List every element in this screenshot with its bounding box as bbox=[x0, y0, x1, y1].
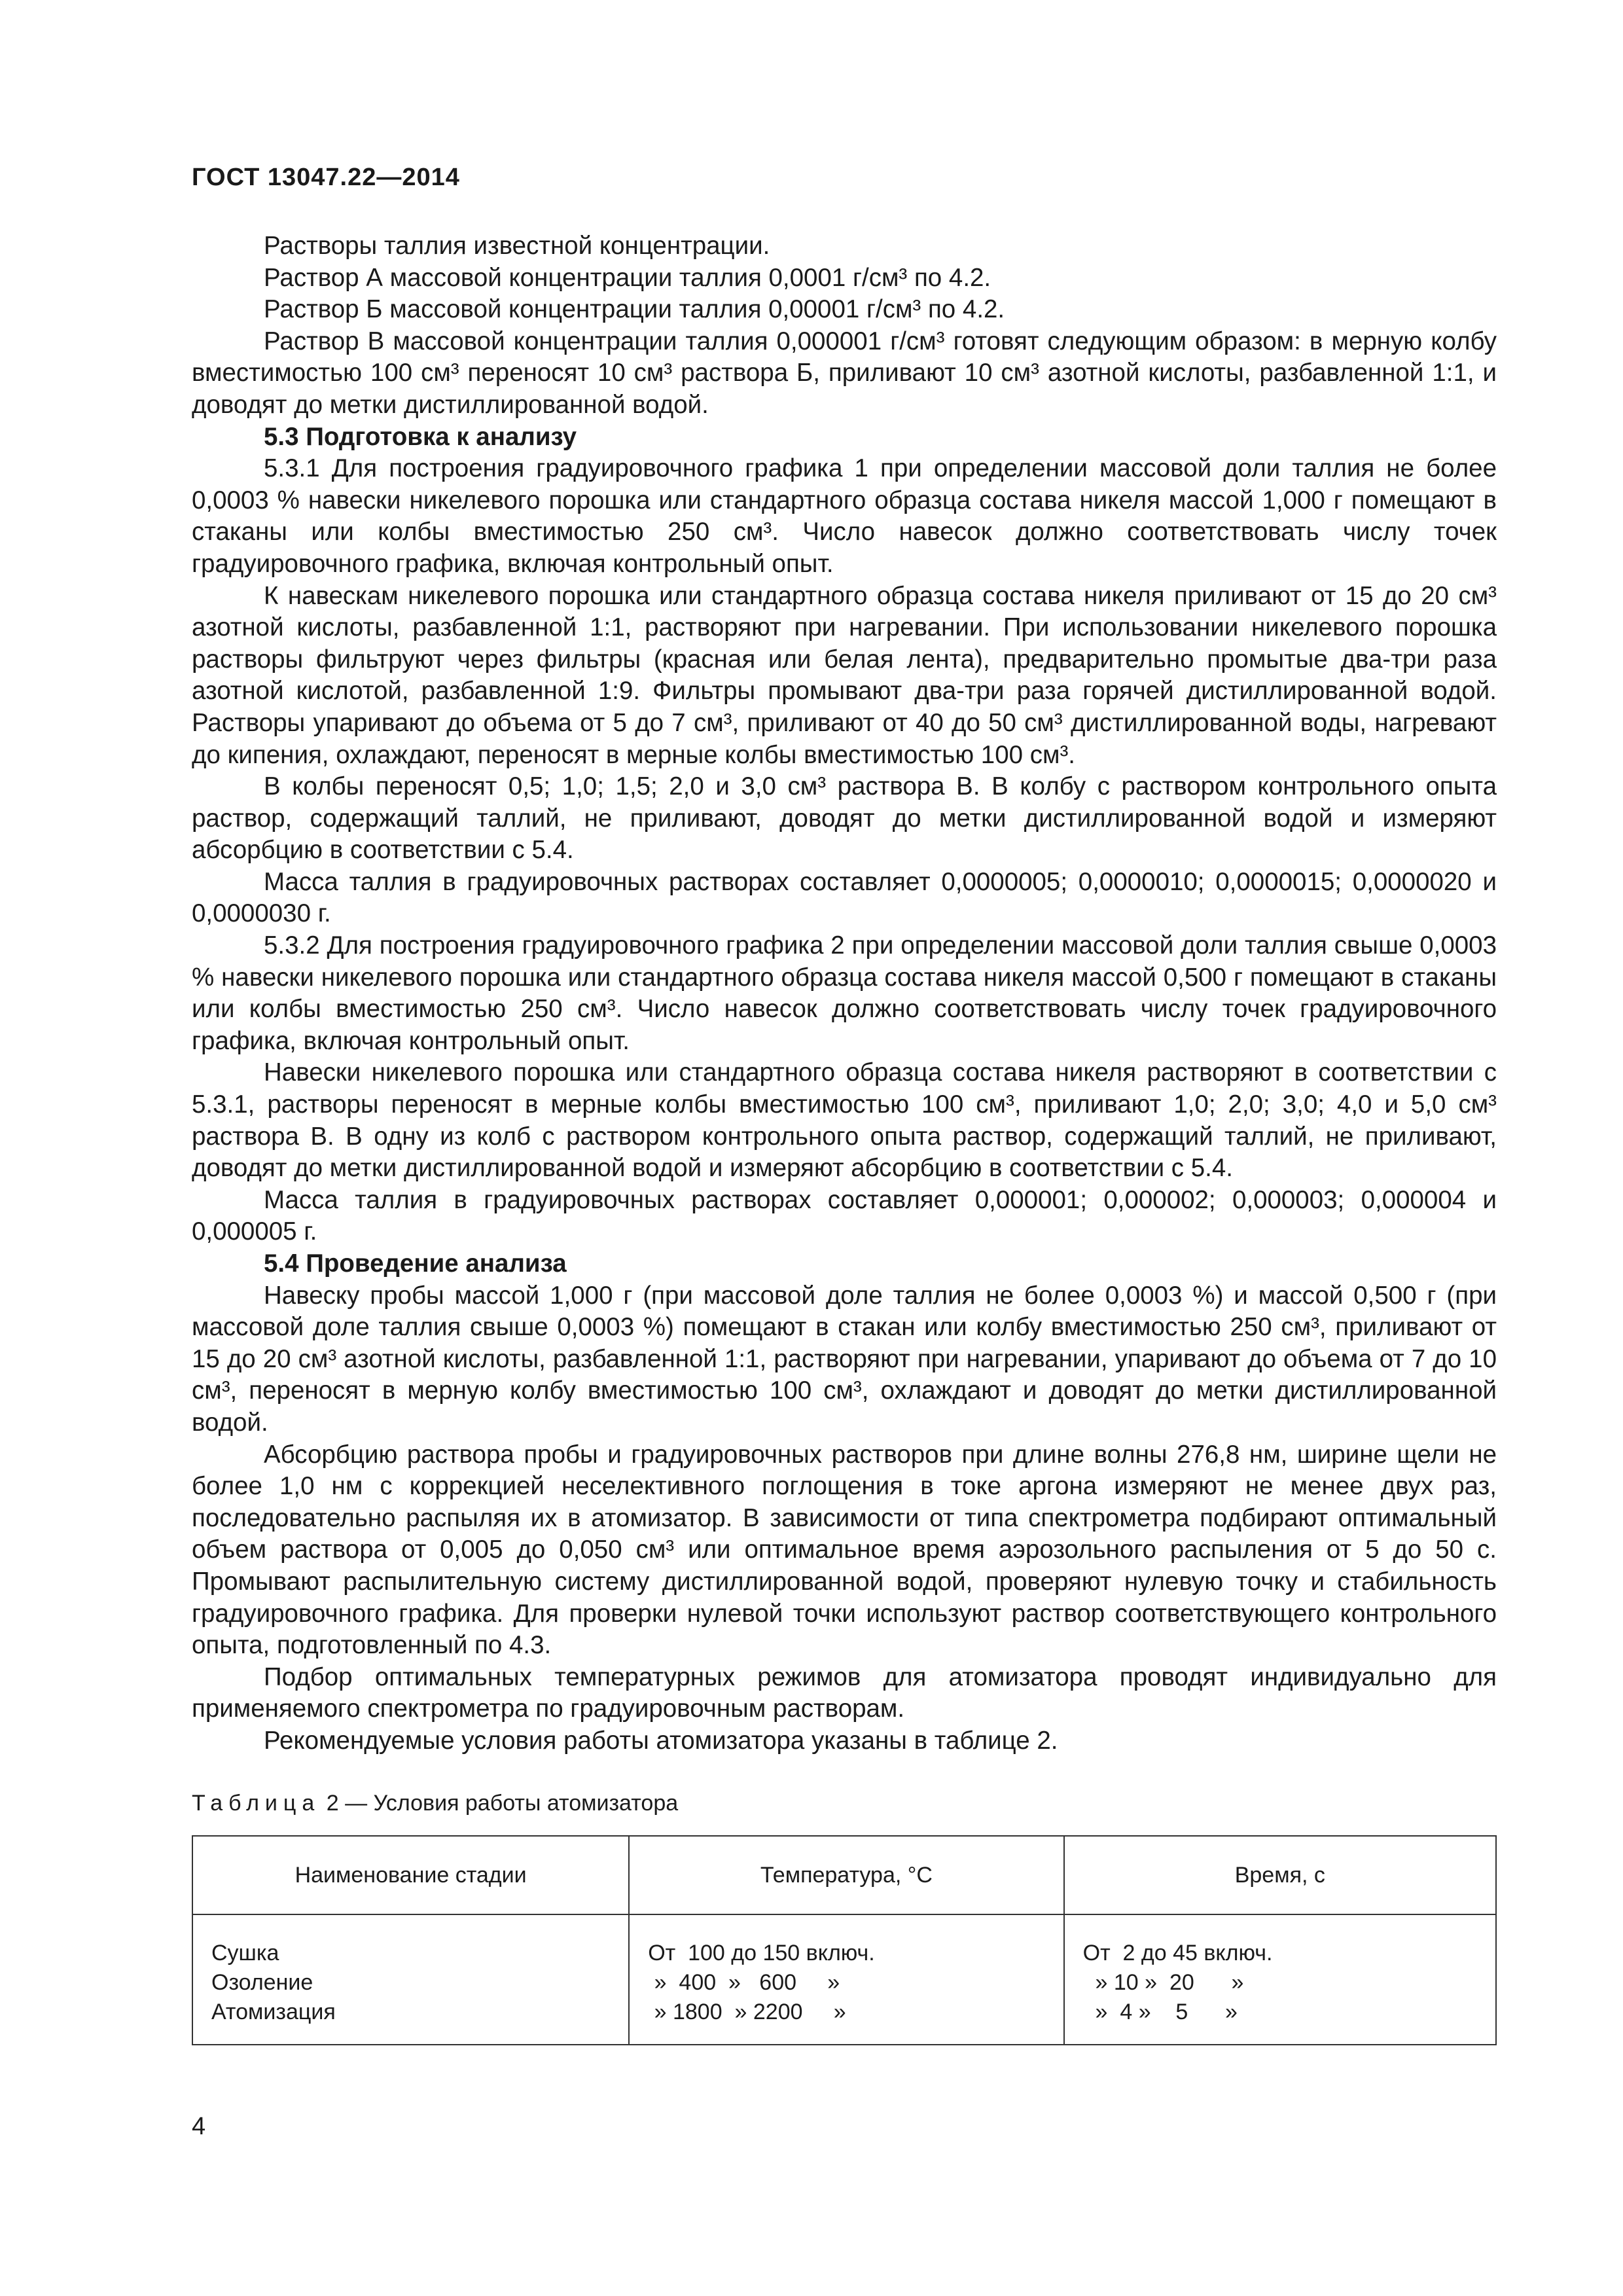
paragraph: Рекомендуемые условия работы атомизатора указаны в таблице 2. bbox=[264, 1726, 1058, 1755]
paragraph: Подбор оптимальных температурных режимов для атомизатора проводят индивидуально для применяемого спектрометра по градуировочным растворам. bbox=[192, 1662, 1497, 1723]
header-cell-stage: Наименование стадии bbox=[192, 1836, 629, 1914]
document-header: ГОСТ 13047.22—2014 bbox=[192, 164, 460, 191]
atomizer-conditions-table bbox=[192, 1835, 1497, 2045]
paragraph: В колбы переносят 0,5; 1,0; 1,5; 2,0 и 3,0 см³ раствора В. В колбу с раствором контрольного опыта раствор, содержащий таллий, не приливают, доводят до метки дистиллированной водой и измеряют абсорбцию в соответствии с 5.4. bbox=[192, 772, 1497, 865]
header-cell-time: Время, с bbox=[1064, 1836, 1496, 1914]
section-heading-5-3: 5.3 Подготовка к анализу bbox=[264, 422, 577, 451]
paragraph: Масса таллия в градуировочных растворах составляет 0,000001; 0,000002; 0,000003; 0,000004 и 0,000005 г. bbox=[192, 1185, 1497, 1246]
paragraph: Навеску пробы массой 1,000 г (при массовой доле таллия не более 0,0003 %) и массой 0,500 г (при массовой доле таллия свыше 0,0003 %) помещают в стакан или колбу вместимостью 250 см³, приливают от 15 до 20 см³ азотной кислоты, разбавленной 1:1, растворяют при нагревании, упаривают до объема от 7 до 10 см³, переносят в мерную колбу вместимостью 100 см³, охлаждают и доводят до метки дистиллированной водой. bbox=[192, 1281, 1497, 1437]
section-heading-5-4: 5.4 Проведение анализа bbox=[264, 1249, 567, 1278]
paragraph: Раствор А массовой концентрации таллия 0,0001 г/см³ по 4.2. bbox=[264, 263, 991, 292]
paragraph: Раствор Б массовой концентрации таллия 0,00001 г/см³ по 4.2. bbox=[264, 295, 1005, 324]
paragraph: Абсорбцию раствора пробы и градуировочных растворов при длине волны 276,8 нм, ширине щели не более 1,0 нм с коррекцией неселективного поглощения в токе аргона измеряют не менее двух раз, последовательно распыляя их в атомизатор. В зависимости от типа спектрометра подбирают оптимальный объем раствора от 0,005 до 0,050 см³ или оптимальное время аэрозольного распыления от 5 до 50 с. Промывают распылительную систему дистиллированной водой, проверяют нулевую точку и стабильность градуировочного графика. Для проверки нулевой точки используют раствор соответствующего контрольного опыта, подготовленный по 4.3. bbox=[192, 1440, 1497, 1660]
document-body bbox=[192, 230, 1497, 1757]
cell-temperatures: От 100 до 150 включ. » 400 » 600 » » 1800 » 2200 » bbox=[629, 1914, 1063, 2045]
paragraph: К навескам никелевого порошка или стандартного образца состава никеля приливают от 15 до 20 см³ азотной кислоты, разбавленной 1:1, растворяют при нагревании. При использовании никелевого порошка растворы фильтруют через фильтры (красная или белая лента), предварительно промытые два-три раза азотной кислотой, разбавленной 1:9. Фильтры промывают два-три раза горячей дистиллированной водой. Растворы упаривают до объема от 5 до 7 см³, приливают от 40 до 50 см³ дистиллированной воды, нагревают до кипения, охлаждают, переносят в мерные колбы вместимостью 100 см³. bbox=[192, 581, 1497, 769]
cell-stages: Сушка Озоление Атомизация bbox=[192, 1914, 629, 2045]
paragraph: 5.3.2 Для построения градуировочного графика 2 при определении массовой доли таллия свыше 0,0003 % навески никелевого порошка или стандартного образца состава никеля массой 0,500 г помещают в стаканы или колбы вместимостью 250 см³. Число навесок должно соответствовать числу точек градуировочного графика, включая контрольный опыт. bbox=[192, 931, 1497, 1055]
table-row bbox=[192, 1914, 1496, 2045]
cell-times: От 2 до 45 включ. » 10 » 20 » » 4 » 5 » bbox=[1064, 1914, 1496, 2045]
header-cell-temperature: Температура, °С bbox=[629, 1836, 1063, 1914]
page-number: 4 bbox=[192, 2113, 206, 2140]
table-caption-title: 2 — Условия работы атомизатора bbox=[320, 1791, 679, 1816]
table-caption-word: Таблица bbox=[192, 1791, 321, 1816]
table-caption bbox=[192, 1791, 678, 1816]
paragraph: 5.3.1 Для построения градуировочного графика 1 при определении массовой доли таллия не более 0,0003 % навески никелевого порошка или стандартного образца состава никеля массой 1,000 г помещают в стаканы или колбы вместимостью 250 см³. Число навесок должно соответствовать числу точек градуировочного графика, включая контрольный опыт. bbox=[192, 454, 1497, 578]
paragraph: Масса таллия в градуировочных растворах составляет 0,0000005; 0,0000010; 0,0000015; 0,0000020 и 0,0000030 г. bbox=[192, 867, 1497, 928]
paragraph: Раствор В массовой концентрации таллия 0,000001 г/см³ готовят следующим образом: в мерную колбу вместимостью 100 см³ переносят 10 см³ раствора Б, приливают 10 см³ азотной кислоты, разбавленной 1:1, и доводят до метки дистиллированной водой. bbox=[192, 327, 1497, 419]
paragraph: Навески никелевого порошка или стандартного образца состава никеля растворяют в соответствии с 5.3.1, растворы переносят в мерные колбы вместимостью 100 см³, приливают 1,0; 2,0; 3,0; 4,0 и 5,0 см³ раствора В. В одну из колб с раствором контрольного опыта раствор, содержащий таллий, не приливают, доводят до метки дистиллированной водой и измеряют абсорбцию в соответствии с 5.4. bbox=[192, 1058, 1497, 1183]
paragraph: Растворы таллия известной концентрации. bbox=[264, 232, 770, 260]
table-header-row bbox=[192, 1836, 1496, 1914]
